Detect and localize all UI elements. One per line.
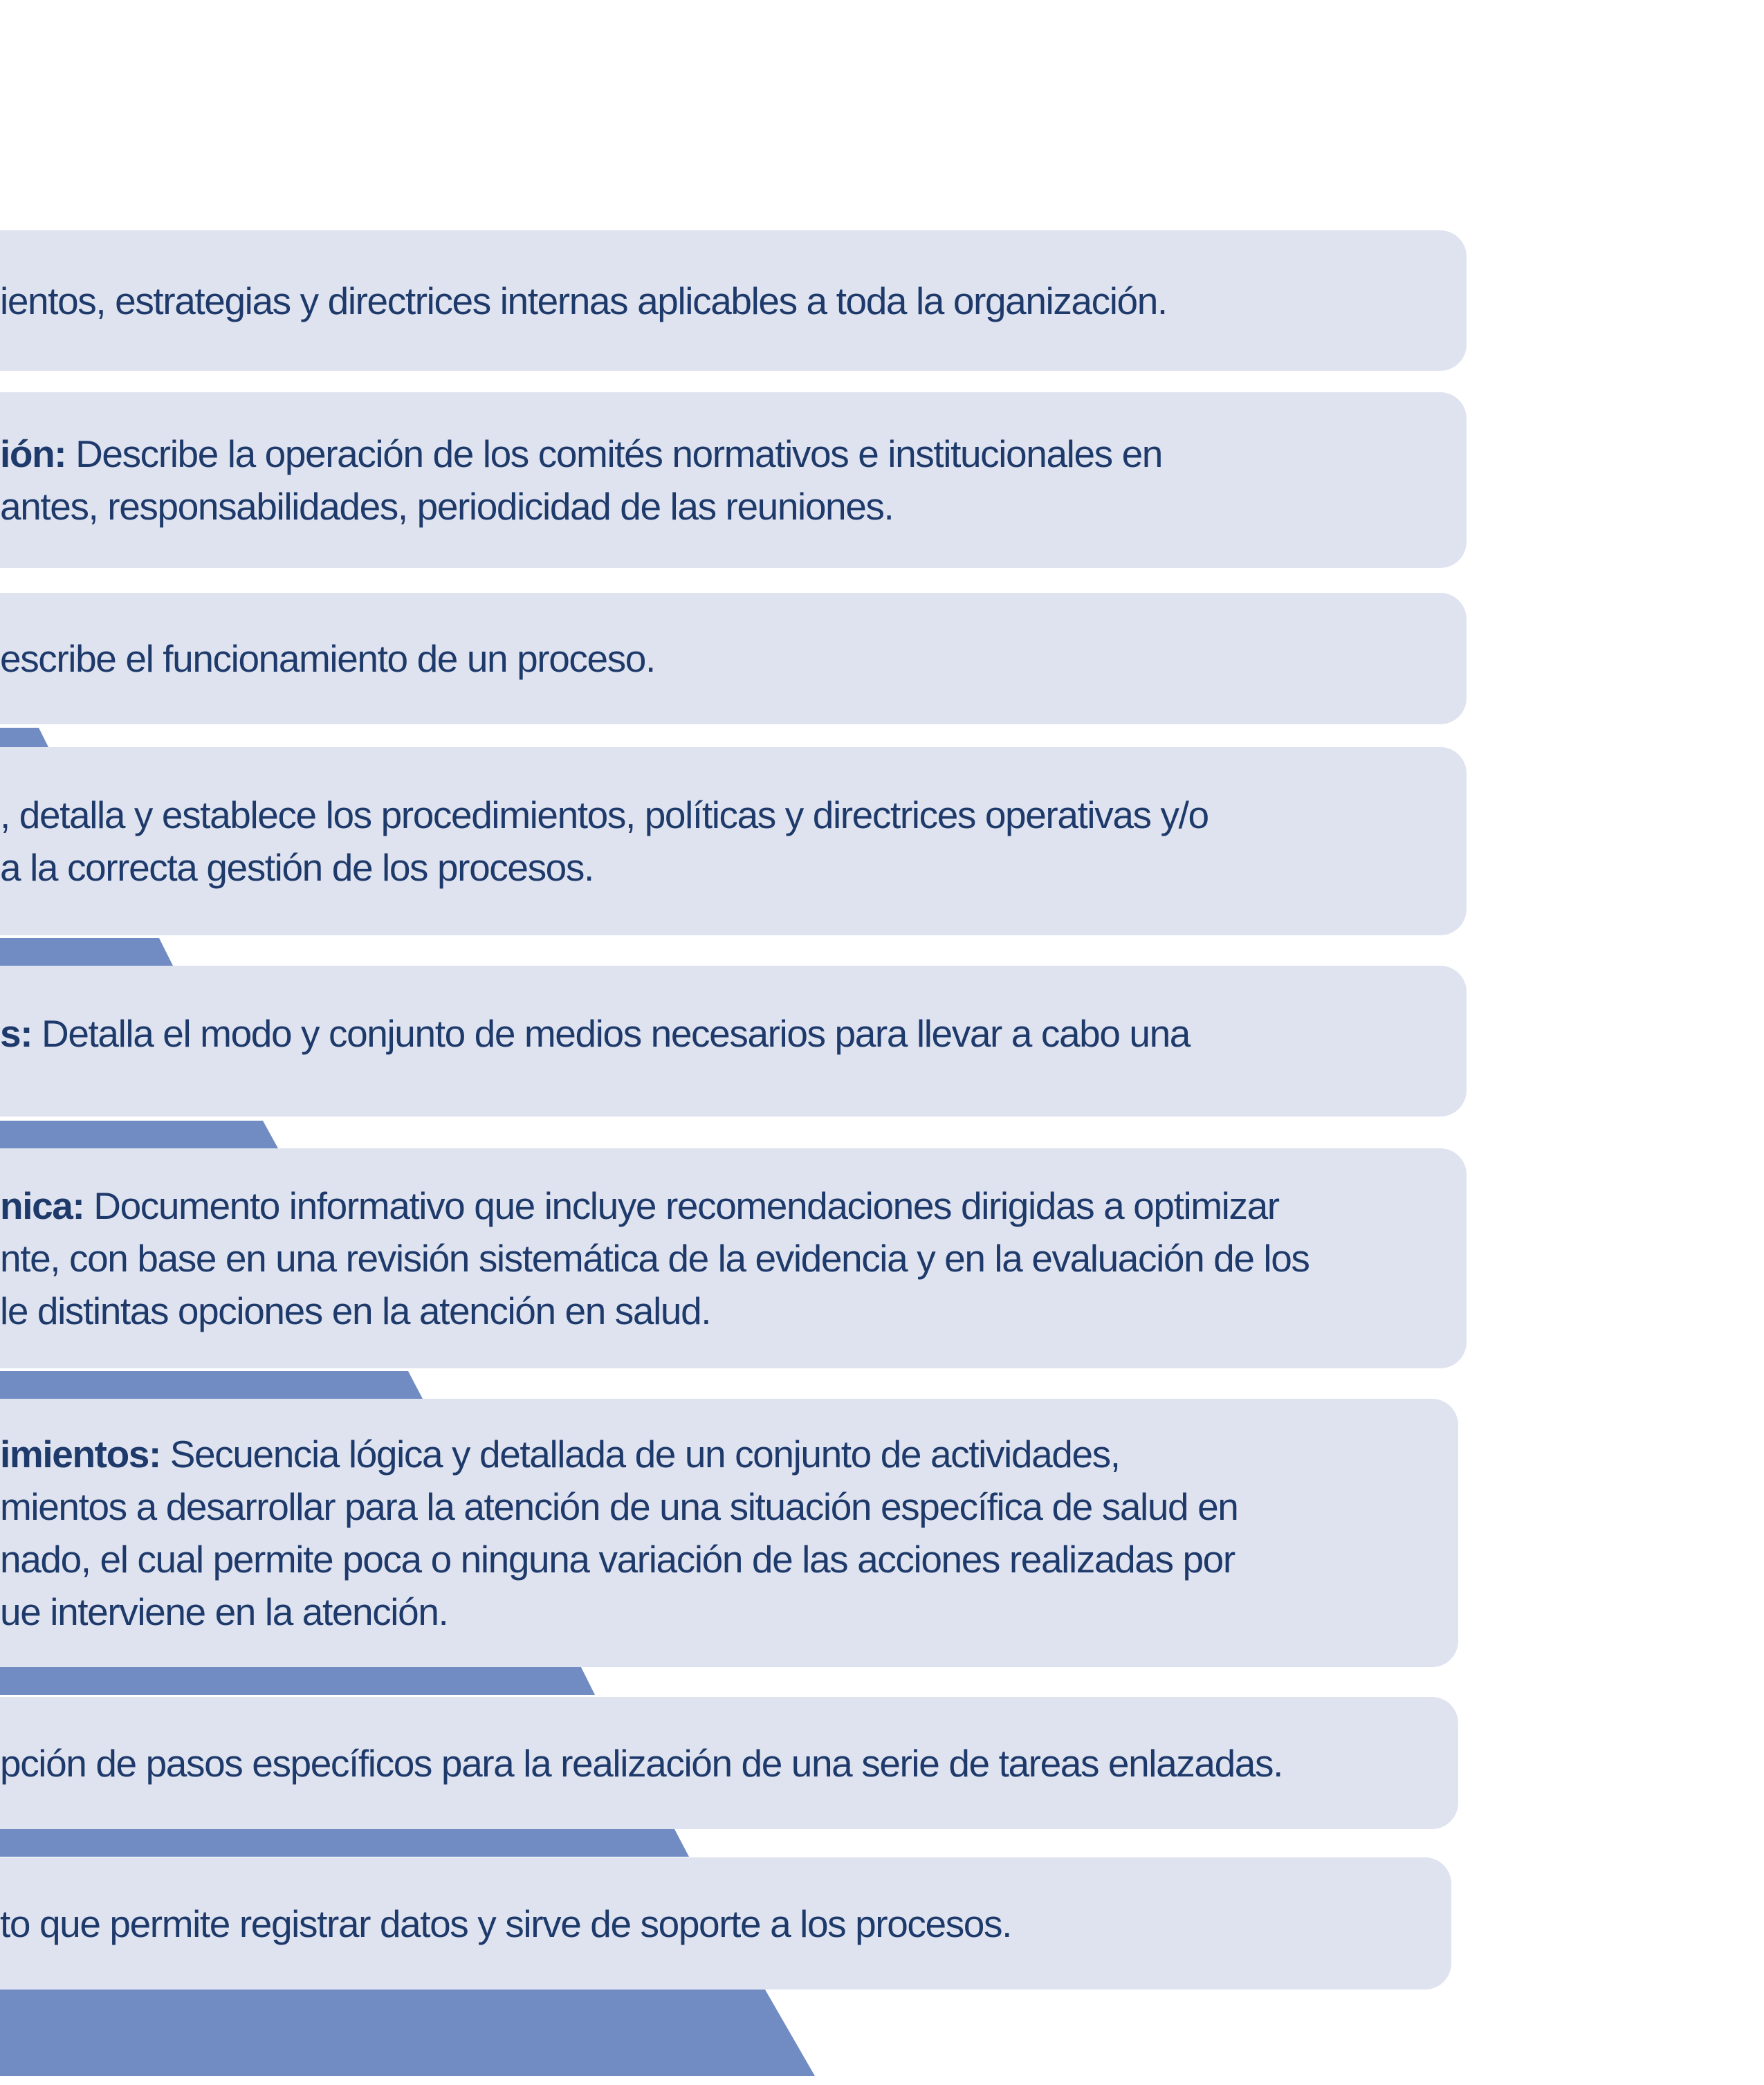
definition-card-9 bbox=[0, 1857, 1451, 1990]
card-8-line-1: pción de pasos específicos para la realización de una serie de tareas enlazadas. bbox=[0, 1741, 1283, 1785]
card-2-line-1: ión: Describe la operación de los comités normativos e institucionales en bbox=[0, 432, 1162, 475]
card-5-line-1: s: Detalla el modo y conjunto de medios necesarios para llevar a cabo una bbox=[0, 1012, 1190, 1055]
pyramid-tier-4 bbox=[0, 1371, 423, 1400]
card-4-line-2: a la correcta gestión de los procesos. bbox=[0, 846, 594, 889]
card-7-line-1: imientos: Secuencia lógica y detallada de un conjunto de actividades, bbox=[0, 1433, 1120, 1476]
definition-card-3 bbox=[0, 593, 1467, 724]
pyramid-tier-2 bbox=[0, 938, 173, 966]
definition-card-7 bbox=[0, 1399, 1458, 1667]
card-2-line-2: antes, responsabilidades, periodicidad de las reuniones. bbox=[0, 485, 894, 528]
card-1-line-1: ientos, estrategias y directrices internas aplicables a toda la organización. bbox=[0, 279, 1167, 322]
card-7-line-4: ue interviene en la atención. bbox=[0, 1590, 448, 1633]
pyramid-tier-6 bbox=[0, 1829, 689, 1857]
pyramid-tier-7 bbox=[0, 1990, 815, 2076]
definition-card-2 bbox=[0, 392, 1467, 568]
card-6-line-1: nica: Documento informativo que incluye recomendaciones dirigidas a optimizar bbox=[0, 1184, 1279, 1227]
card-6-line-2: nte, con base en una revisión sistemática de la evidencia y en la evaluación de los bbox=[0, 1237, 1310, 1280]
definition-card-1 bbox=[0, 230, 1467, 371]
card-7-line-2: mientos a desarrollar para la atención de una situación específica de salud en bbox=[0, 1485, 1238, 1528]
definition-card-5 bbox=[0, 966, 1467, 1117]
card-3-line-1: escribe el funcionamiento de un proceso. bbox=[0, 637, 655, 680]
card-4-line-1: , detalla y establece los procedimientos, políticas y directrices operativas y/o bbox=[0, 793, 1209, 836]
pyramid-tier-5 bbox=[0, 1667, 595, 1695]
card-7-line-3: nado, el cual permite poca o ninguna variación de las acciones realizadas por bbox=[0, 1538, 1235, 1581]
card-9-line-1: to que permite registrar datos y sirve de soporte a los procesos. bbox=[0, 1902, 1011, 1945]
definition-card-8 bbox=[0, 1697, 1458, 1829]
card-6-line-3: le distintas opciones en la atención en salud. bbox=[0, 1289, 711, 1332]
definition-card-4 bbox=[0, 747, 1467, 935]
definition-card-6 bbox=[0, 1148, 1467, 1368]
pyramid-tier-3 bbox=[0, 1121, 278, 1148]
pyramid-tier-1 bbox=[0, 728, 48, 747]
